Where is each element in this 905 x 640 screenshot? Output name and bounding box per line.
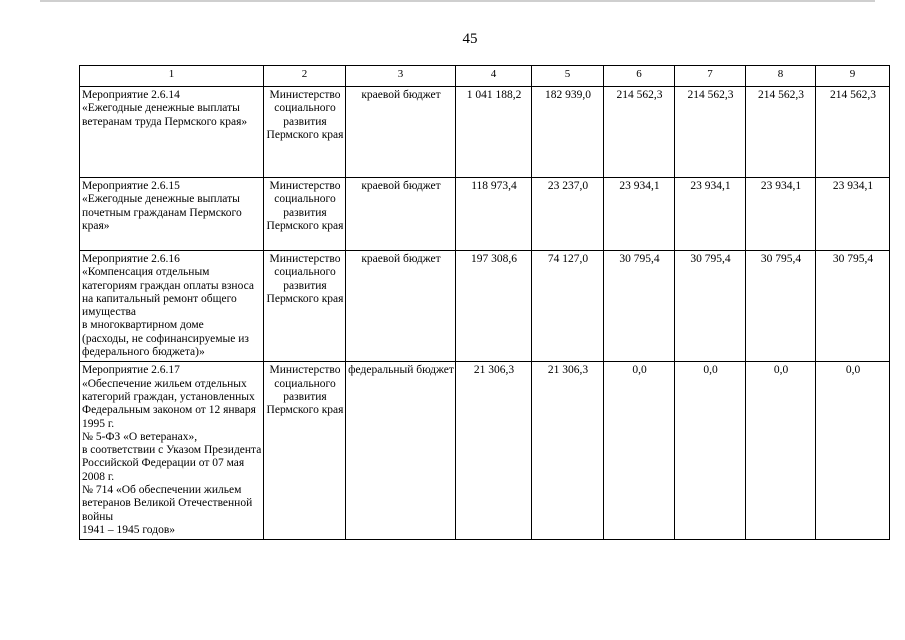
table-row (80, 178, 890, 251)
amount-cell: 0,0 (816, 362, 890, 540)
column-header: 5 (532, 66, 604, 87)
amount-cell: 214 562,3 (746, 87, 816, 178)
amount-cell: 21 306,3 (532, 362, 604, 540)
event-cell: Мероприятие 2.6.14 «Ежегодные денежные выплаты ветеранам труда Пермского края» (80, 87, 264, 178)
executor-cell: Министерство социального развития Пермского края (264, 87, 346, 178)
scan-edge-line (40, 0, 875, 2)
amount-cell: 1 041 188,2 (456, 87, 532, 178)
budget-table (79, 65, 890, 540)
event-cell: Мероприятие 2.6.15 «Ежегодные денежные выплаты почетным гражданам Пермского края» (80, 178, 264, 251)
amount-cell: 214 562,3 (604, 87, 675, 178)
amount-cell: 30 795,4 (604, 251, 675, 362)
amount-cell: 0,0 (604, 362, 675, 540)
executor-cell: Министерство социального развития Пермского края (264, 178, 346, 251)
table-row (80, 87, 890, 178)
amount-cell: 21 306,3 (456, 362, 532, 540)
amount-cell: 74 127,0 (532, 251, 604, 362)
amount-cell: 30 795,4 (816, 251, 890, 362)
header-row (80, 66, 890, 87)
funding-source-cell: краевой бюджет (346, 87, 456, 178)
amount-cell: 197 308,6 (456, 251, 532, 362)
event-cell: Мероприятие 2.6.17 «Обеспечение жильем отдельных категорий граждан, установленных Федеральным законом от 12 января 1995 г. № 5-ФЗ «О ветеранах», в соответствии с Указом Президента Российской Федерации от 07 мая 2008 г. № 714 «Об обеспечении жильем ветеранов Великой Отечественной войны 1941 – 1945 годов» (80, 362, 264, 540)
amount-cell: 214 562,3 (816, 87, 890, 178)
funding-source-cell: федеральный бюджет (346, 362, 456, 540)
column-header: 8 (746, 66, 816, 87)
funding-source-cell: краевой бюджет (346, 178, 456, 251)
column-header: 4 (456, 66, 532, 87)
amount-cell: 30 795,4 (675, 251, 746, 362)
amount-cell: 23 934,1 (604, 178, 675, 251)
table-row (80, 251, 890, 362)
amount-cell: 23 934,1 (816, 178, 890, 251)
column-header: 7 (675, 66, 746, 87)
column-header: 6 (604, 66, 675, 87)
executor-cell: Министерство социального развития Пермского края (264, 362, 346, 540)
table-row (80, 362, 890, 540)
amount-cell: 23 237,0 (532, 178, 604, 251)
executor-cell: Министерство социального развития Пермского края (264, 251, 346, 362)
page-number: 45 (462, 31, 478, 47)
amount-cell: 23 934,1 (675, 178, 746, 251)
amount-cell: 0,0 (746, 362, 816, 540)
amount-cell: 30 795,4 (746, 251, 816, 362)
amount-cell: 214 562,3 (675, 87, 746, 178)
column-header: 2 (264, 66, 346, 87)
column-header: 9 (816, 66, 890, 87)
amount-cell: 23 934,1 (746, 178, 816, 251)
funding-source-cell: краевой бюджет (346, 251, 456, 362)
amount-cell: 182 939,0 (532, 87, 604, 178)
amount-cell: 0,0 (675, 362, 746, 540)
column-header: 3 (346, 66, 456, 87)
amount-cell: 118 973,4 (456, 178, 532, 251)
event-cell: Мероприятие 2.6.16 «Компенсация отдельным категориям граждан оплаты взноса на капитальный ремонт общего имущества в многоквартирном доме (расходы, не софинансируемые из федерального бюджета)» (80, 251, 264, 362)
column-header: 1 (80, 66, 264, 87)
